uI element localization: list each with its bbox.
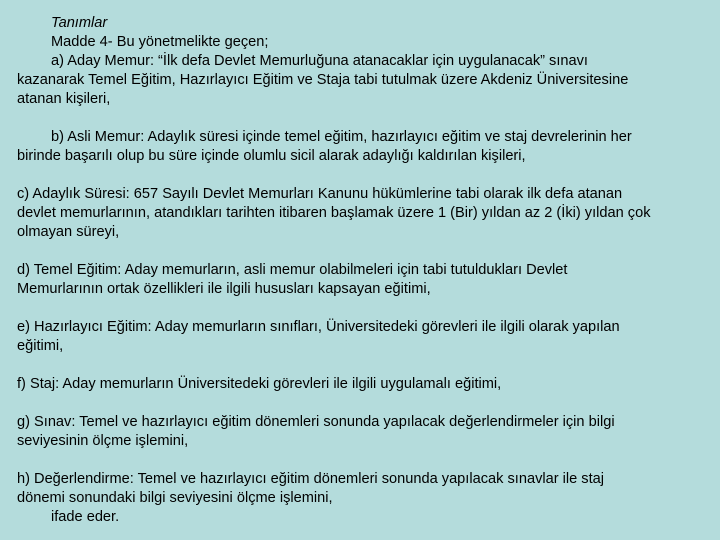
article-intro-text: Bu yönetmelikte geçen;: [112, 34, 269, 50]
definition-c: [17, 185, 715, 242]
spacer: [17, 299, 715, 318]
definition-line: birinde başarılı olup bu süre içinde olumlu sicil alarak adaylığı kaldırılan kişileri,: [17, 148, 526, 164]
definition-line: d) Temel Eğitim: Aday memurların, asli memur olabilmeleri için tabi tutuldukları Devlet: [17, 262, 568, 278]
definition-line: h) Değerlendirme: Temel ve hazırlayıcı eğitim dönemleri sonunda yapılacak sınavlar ile staj: [17, 471, 604, 487]
definition-line: dönemi sonundaki bilgi seviyesini ölçme işlemini,: [17, 490, 333, 506]
definition-f: [17, 375, 715, 394]
definition-line: Memurlarının ortak özellikleri ile ilgili hususları kapsayan eğitimi,: [17, 281, 431, 297]
closing-text: ifade eder.: [51, 509, 120, 525]
spacer: [17, 242, 715, 261]
spacer: [17, 451, 715, 470]
definition-line: e) Hazırlayıcı Eğitim: Aday memurların sınıfları, Üniversitedeki görevleri ile ilgili olarak yapılan: [17, 319, 620, 335]
section-heading: Tanımlar: [51, 15, 108, 31]
definition-line: b) Asli Memur: Adaylık süresi içinde temel eğitim, hazırlayıcı eğitim ve staj devrelerinin her: [51, 129, 632, 145]
definition-line: g) Sınav: Temel ve hazırlayıcı eğitim dönemleri sonunda yapılacak değerlendirmeler için bilgi: [17, 414, 615, 430]
definition-e: [17, 318, 715, 356]
definition-line: c) Adaylık Süresi: 657 Sayılı Devlet Memurları Kanunu hükümlerine tabi olarak ilk defa atanan: [17, 186, 623, 202]
spacer: [17, 394, 715, 413]
definition-a: [17, 52, 715, 109]
spacer: [17, 356, 715, 375]
definition-line: f) Staj: Aday memurların Üniversitedeki görevleri ile ilgili uygulamalı eğitimi,: [17, 376, 502, 392]
definition-g: [17, 413, 715, 451]
spacer: [17, 166, 715, 185]
definition-h: [17, 470, 715, 527]
definition-line: devlet memurlarının, atandıkları tarihten itibaren başlamak üzere 1 (Bir) yıldan az 2 (İki) yıldan çok: [17, 205, 651, 221]
definition-line: olmayan süreyi,: [17, 224, 120, 240]
article-label: Madde 4-: [51, 34, 113, 50]
definition-line: seviyesinin ölçme işlemini,: [17, 433, 189, 449]
definition-line: atanan kişileri,: [17, 91, 111, 107]
definition-b: [17, 128, 715, 166]
definition-line: a) Aday Memur: “İlk defa Devlet Memurluğuna atanacaklar için uygulanacak” sınavı: [51, 53, 588, 69]
definition-line: eğitimi,: [17, 338, 64, 354]
definition-d: [17, 261, 715, 299]
spacer: [17, 109, 715, 128]
definition-line: kazanarak Temel Eğitim, Hazırlayıcı Eğitim ve Staja tabi tutulmak üzere Akdeniz Üniversitesine: [17, 72, 629, 88]
document-page: [17, 14, 715, 527]
article-intro: [17, 33, 715, 52]
